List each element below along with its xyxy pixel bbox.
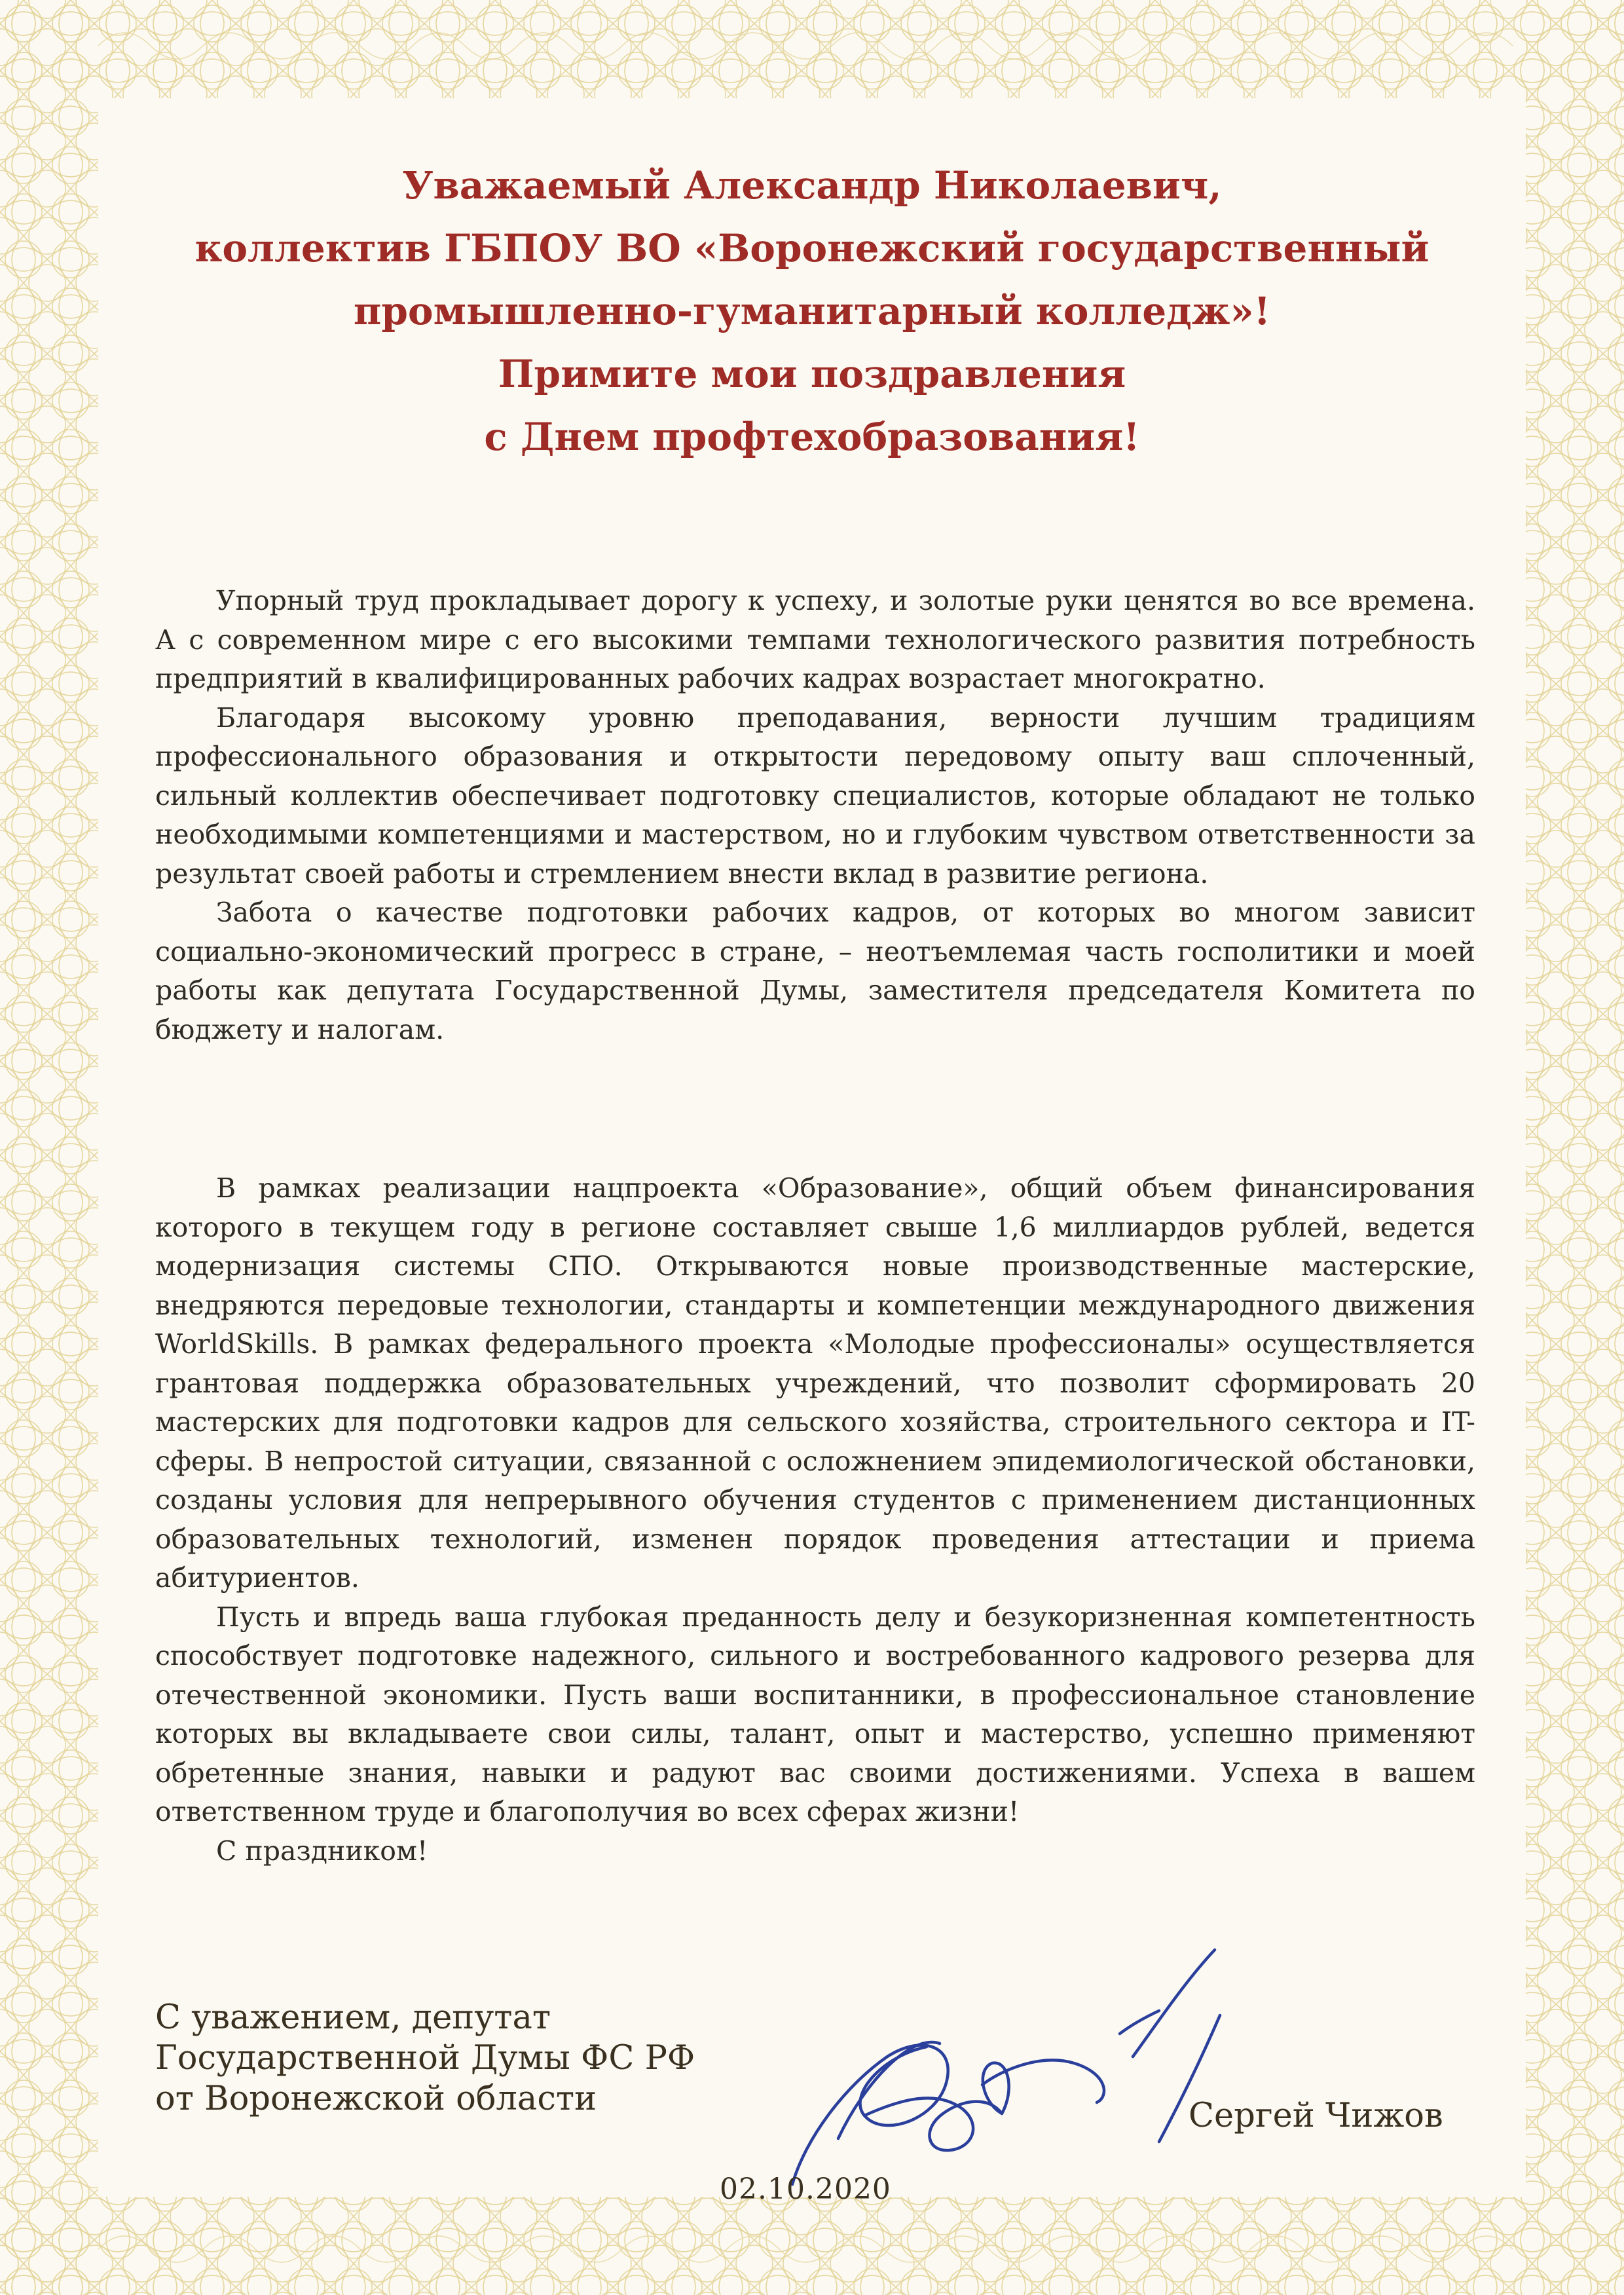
closing-line: от Воронежской области <box>155 2080 597 2118</box>
greeting-line: Примите мои поздравления <box>498 352 1126 396</box>
body-paragraph: Упорный труд прокладывает дорогу к успеху, и золотые руки ценятся во все времена. А с современном мире с его высокими темпами технологического развития потребность предприятий в квалифицированных рабочих кадрах возрастает многократно. <box>155 585 1475 694</box>
letter-body-block-2 <box>155 1169 1475 1871</box>
closing-line: Государственной Думы ФС РФ <box>155 2039 695 2078</box>
body-paragraph: Забота о качестве подготовки рабочих кадров, от которых во многом зависит социально-экономический прогресс в стране, – неотъемлемая часть госполитики и моей работы как депутата Государственной Думы, заместителя председателя Комитета по бюджету и налогам. <box>155 897 1475 1045</box>
handwritten-signature-icon <box>766 1942 1238 2204</box>
greeting-line: коллектив ГБПОУ ВО «Воронежский государственный <box>194 226 1430 271</box>
greeting-line: промышленно-гуманитарный колледж»! <box>353 289 1271 333</box>
signer-name: Сергей Чижов <box>1189 2097 1443 2135</box>
body-paragraph: Благодаря высокому уровню преподавания, верности лучшим традициям профессионального образования и открытости передовому опыту ваш сплоченный, сильный коллектив обеспечивает подготовку специалистов, которые обладают не только необходимыми компетенциями и мастерством, но и глубоким чувством ответственности за результат своей работы и стремлением внести вклад в развитие региона. <box>155 701 1475 889</box>
body-paragraph: В рамках реализации нацпроекта «Образование», общий объем финансирования которого в текущем году в регионе составляет свыше 1,6 миллиардов рублей, ведется модернизация системы СПО. Открываются новые производственные мастерские, внедряются передовые технологии, стандарты и компетенции международного движения WorldSkills. В рамках федерального проекта «Молодые профессионалы» осуществляется грантовая поддержка образовательных учреждений, что позволит сформировать 20 мастерских для подготовки кадров для сельского хозяйства, строительного сектора и IT-сферы. В непростой ситуации, связанной с осложнением эпидемиологической обстановки, созданы условия для непрерывного обучения студентов с применением дистанционных образовательных технологий, изменен порядок проведения аттестации и приема абитуриентов. <box>155 1172 1475 1594</box>
letter-body-block-1 <box>155 582 1475 1049</box>
body-paragraph: Пусть и впредь ваша глубокая преданность делу и безукоризненная компетентность способствует подготовке надежного, сильного и востребованного кадрового резерва для отечественной экономики. Пусть ваши воспитанники, в профессиональное становление которых вы вкладываете свои силы, талант, опыт и мастерство, успешно применяют обретенные знания, навыки и радуют вас своими достижениями. Успеха в вашем ответственном труде и благополучия во всех сферах жизни! <box>155 1601 1475 1827</box>
holiday-wish: С праздником! <box>216 1835 428 1867</box>
closing-line: С уважением, депутат <box>155 1998 551 2037</box>
greeting-line: с Днем профтехобразования! <box>484 415 1140 459</box>
closing-signoff <box>155 1998 695 2119</box>
greeting-line: Уважаемый Александр Николаевич, <box>402 163 1222 208</box>
greeting-heading <box>111 154 1513 468</box>
letter-date: 02.10.2020 <box>720 2173 891 2206</box>
